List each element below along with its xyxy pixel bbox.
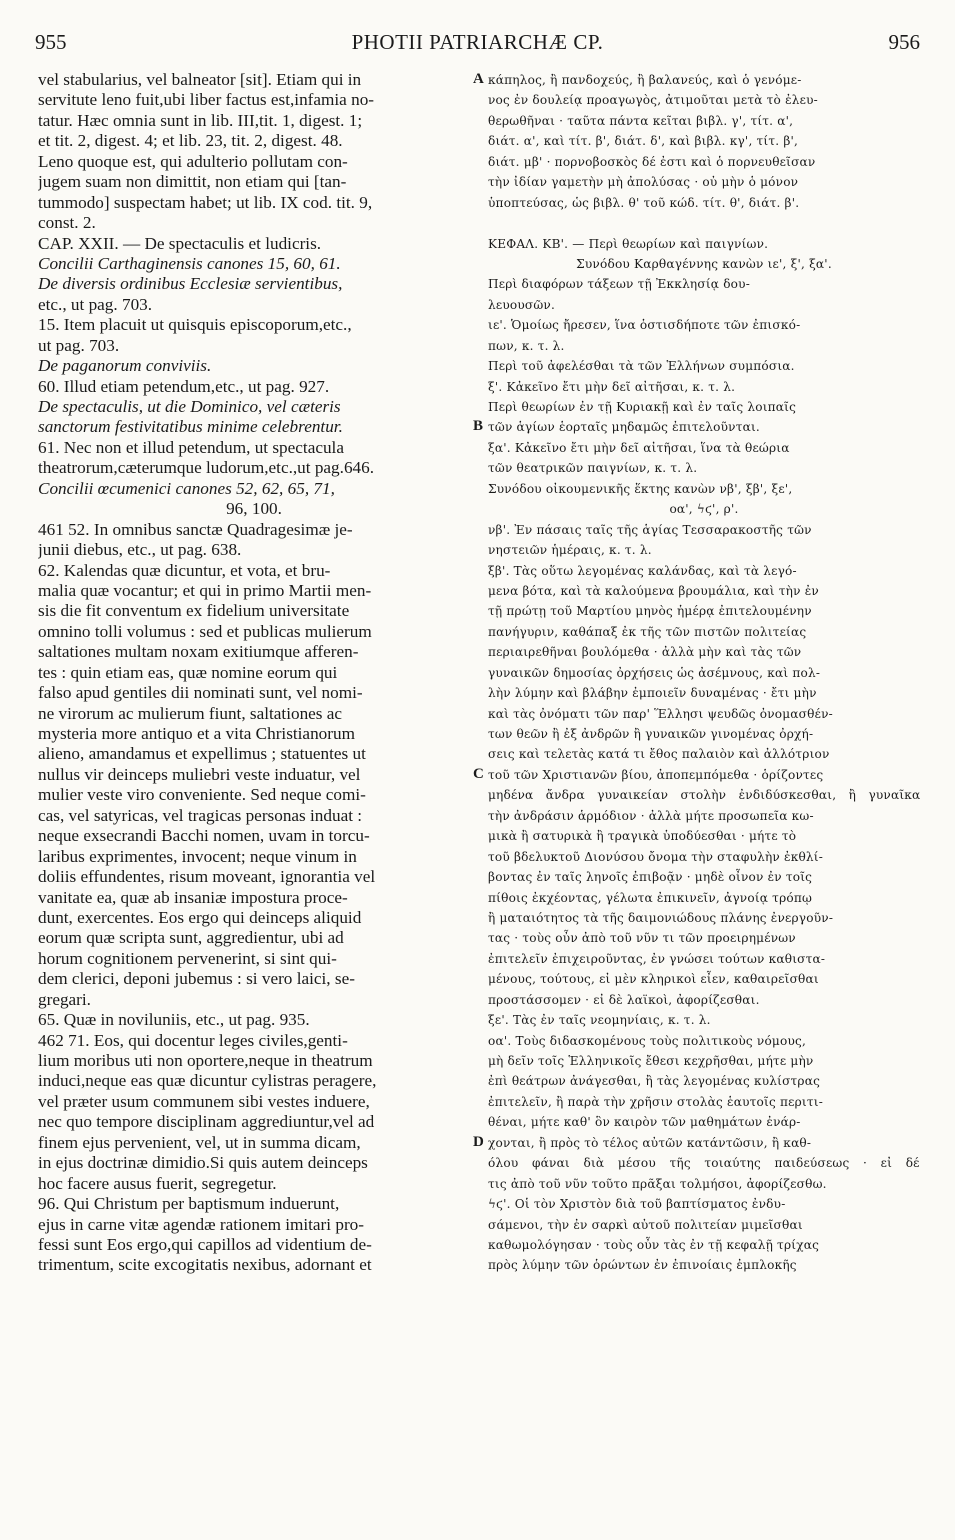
greek-text-line: μένους, τούτους, εἰ μὲν κληρικοὶ εἶεν, καθαιρεῖσθαι bbox=[488, 972, 819, 987]
latin-text-line: hoc facere ausus fuerit, segregetur. bbox=[38, 1173, 277, 1193]
greek-text-line: μὴ δεῖν τοῖς Ἑλληνικοῖς ἔθεσι κεχρῆσθαι, μήτε μὴν bbox=[488, 1054, 814, 1068]
latin-text-line: nullus vir deinceps muliebri veste induatur, vel bbox=[38, 764, 361, 784]
latin-text-line: nec quo tempore disciplinam aggrediuntur,vel ad bbox=[38, 1112, 375, 1132]
greek-text-line: Περὶ θεωρίων ἐν τῇ Κυριακῇ καὶ ἐν ταῖς λοιπαῖς bbox=[488, 400, 797, 414]
greek-text-line: τῶν θεατρικῶν παιγνίων, κ. τ. λ. bbox=[488, 461, 698, 476]
greek-text-line: Περὶ διαφόρων τάξεων τῇ Ἐκκλησίᾳ δου- bbox=[488, 277, 750, 292]
latin-text-line: sanctorum festivitatibus minime celebrentur. bbox=[38, 417, 343, 437]
greek-text-line: ἐπὶ θεάτρων ἀνάγεσθαι, ἢ τὰς λεγομένας κυλίστρας bbox=[488, 1074, 821, 1089]
greek-text-line: των θεῶν ἢ ἐξ ἀνδρῶν ἢ γυναικῶν γινομένας ὀρχή- bbox=[488, 727, 814, 741]
latin-text-line: finem ejus pervenient, vel, ut in summa dicam, bbox=[38, 1132, 361, 1152]
latin-text-line: sis die fit conventum ex fidelium universitate bbox=[38, 601, 350, 621]
latin-text-line: tatur. Hæc omnia sunt in lib. III,tit. 1, digest. 1; bbox=[38, 110, 363, 130]
greek-text-line: ιε'. Ὁμοίως ἤρεσεν, ἵνα ὁστισδήποτε τῶν ἐπισκό- bbox=[488, 318, 801, 333]
latin-text-line: theatrorum,cæterumque ludorum,etc.,ut pag.646. bbox=[38, 458, 375, 478]
page-number-right: 956 bbox=[888, 30, 920, 54]
greek-text-line: πρὸς λύμην τῶν ὁρώντων ἐν ἐπινοίαις ἐμπλοκῆς bbox=[488, 1258, 797, 1273]
greek-text-line: διάτ. α', καὶ τίτ. β', διάτ. δ', καὶ βιβλ. κγ', τίτ. β', bbox=[488, 134, 799, 149]
greek-text-line: Περὶ τοῦ ἀφελέσθαι τὰ τῶν Ἑλλήνων συμπόσια. bbox=[488, 359, 795, 374]
latin-text-line: omnino tolli volumus : sed et publicas mulierum bbox=[38, 621, 372, 641]
latin-text-line: ut pag. 703. bbox=[38, 335, 120, 355]
latin-text-line: etc., ut pag. 703. bbox=[38, 294, 153, 314]
latin-text-line: et tit. 2, digest. 4; et lib. 23, tit. 2, digest. 48. bbox=[38, 131, 343, 151]
latin-text-line: saltationes multam noxam exitiumque afferen- bbox=[38, 642, 359, 662]
greek-text-line: διάτ. μβ' · πορνοβοσκὸς δέ ἐστι καὶ ὁ πορνευθεῖσαν bbox=[488, 154, 816, 169]
latin-text-line: 61. Nec non et illud petendum, ut spectacula bbox=[38, 437, 344, 457]
latin-text-line: lium moribus uti non oportere,neque in theatrum bbox=[38, 1051, 373, 1070]
latin-text-line: eorum quæ scripta sunt, aggredientur, ubi ad bbox=[38, 928, 344, 948]
greek-text-line: οα', ϟϛ', ρ'. bbox=[669, 502, 739, 517]
greek-text-line bbox=[488, 213, 920, 233]
latin-text-line: De diversis ordinibus Ecclesiæ servientibus, bbox=[38, 274, 343, 294]
latin-text-line: servitute leno fuit,ubi liber factus est,infamia no- bbox=[38, 90, 375, 110]
margin-marker-b: B bbox=[473, 418, 484, 434]
greek-text-line: τῶν ἁγίων ἑορταῖς μηδαμῶς ἐπιτελοῦνται. bbox=[488, 420, 760, 435]
greek-text-line: μηδένα ἄνδρα γυναικείαν στολὴν ἐνδιδύσκεσθαι, ἢ γυναῖκα bbox=[488, 788, 920, 803]
latin-text-line: 65. Quæ in noviluniis, etc., ut pag. 935. bbox=[38, 1010, 310, 1030]
page-header bbox=[35, 30, 920, 58]
greek-text-line: σεις καὶ τελετὰς κατά τι ἔθος παλαιὸν καὶ ἀλλότριον bbox=[488, 747, 830, 762]
latin-text-line: Concilii Carthaginensis canones 15, 60, 61. bbox=[38, 253, 341, 273]
greek-text-line: πανήγυριν, καθάπαξ ἐκ τῆς τῶν πιστῶν πολιτείας bbox=[488, 624, 807, 639]
latin-text-line: induci,neque eas quæ dicuntur cylistras peragere, bbox=[38, 1071, 377, 1091]
greek-text-line: ϟϛ'. Οἱ τὸν Χριστὸν διὰ τοῦ βαπτίσματος ἐνδυ- bbox=[488, 1197, 786, 1212]
greek-text-line: καὶ τὰς ὀνόματι τῶν παρ' Ἕλλησι ψευδῶς ὀνομασθέν- bbox=[488, 706, 833, 721]
latin-text-line: neque exsecrandi Bacchi nomen, uvam in torcu- bbox=[38, 826, 370, 846]
greek-text-line: όλου φάναι διὰ μέσου τῆς τοιαύτης παιδεύσεως · εἰ δέ bbox=[488, 1156, 920, 1171]
latin-text-line: vanitate ea, quæ ab insaniæ impostura proce- bbox=[38, 887, 348, 907]
greek-text-line: περιαιρεθῆναι βουλόμεθα · ἀλλὰ μὴν καὶ τὰς τῶν bbox=[488, 645, 802, 660]
page-number-left: 955 bbox=[35, 30, 67, 54]
latin-text-line: ejus in carne vitæ agendæ rationem imitari pro- bbox=[38, 1214, 364, 1234]
latin-text-line: 461 52. In omnibus sanctæ Quadragesimæ je- bbox=[38, 519, 353, 539]
greek-text-line: νος ἐν δουλείᾳ προαγωγὸς, ἀτιμοῦται μετὰ τὸ ἐλευ- bbox=[488, 93, 818, 108]
greek-text-line: τις ἀπὸ τοῦ νῦν τοῦτο πρᾶξαι τολμήσοι, ἀφορίζεσθω. bbox=[488, 1176, 827, 1191]
latin-text-line: dem clerici, deponi jubemus : si vero laici, se- bbox=[38, 969, 355, 989]
greek-text-line: κάπηλος, ἢ πανδοχεύς, ἢ βαλανεύς, καὶ ὁ γενόμε- bbox=[488, 73, 802, 87]
greek-text-line: γυναικῶν δημοσίας ὀρχήσεις ὡς ἀσέμνους, καὶ πολ- bbox=[488, 665, 821, 680]
latin-text-line: De spectaculis, ut die Dominico, vel cæteris bbox=[38, 397, 341, 416]
greek-text-line: προστάσσομεν · εἰ δὲ λαϊκοὶ, ἀφορίζεσθαι. bbox=[488, 992, 760, 1007]
greek-text-line: Συνόδου οἰκουμενικῆς ἕκτης κανὼν νβ', ξβ', ξε', bbox=[488, 481, 793, 496]
greek-text-line: ΚΕΦΑΛ. ΚΒ'. — Περὶ θεωρίων καὶ παιγνίων. bbox=[488, 236, 769, 251]
latin-text-line: falso apud gentiles dii nominati sunt, vel nomi- bbox=[38, 683, 363, 703]
latin-text-line: ne virorum ac mulierum fiunt, saltationes ac bbox=[38, 703, 343, 723]
greek-text-line: ἢ ματαιότητος τὰ τῆς δαιμονιώδους πλάνης ἐνεργοῦν- bbox=[488, 910, 834, 925]
greek-text-line: θερωθῆναι · ταῦτα πάντα κεῖται βιβλ. γ', τίτ. α', bbox=[488, 113, 794, 128]
latin-column bbox=[38, 70, 470, 1276]
latin-text-line: horum cognitionem pervenerint, si sint qui- bbox=[38, 948, 337, 968]
latin-text-line: vel præter usum communem sibi vestes induere, bbox=[38, 1091, 370, 1111]
greek-text-line: ὑποπτεύσας, ὡς βιβλ. θ' τοῦ κώδ. τίτ. θ', διάτ. β'. bbox=[488, 195, 800, 210]
latin-text-line: De paganorum conviviis. bbox=[38, 356, 212, 376]
latin-text-line: 62. Kalendas quæ dicuntur, et vota, et bru- bbox=[38, 560, 331, 580]
greek-text-line: τοῦ βδελυκτοῦ Διονύσου ὄνομα τὴν σταφυλὴν ἐκθλί- bbox=[488, 849, 824, 864]
latin-text-line: laribus exprimentes, invocent; neque vinum in bbox=[38, 846, 357, 866]
greek-text-line: ξβ'. Τὰς οὕτω λεγομένας καλάνδας, καὶ τὰ λεγό- bbox=[488, 563, 797, 578]
latin-text-line: 462 71. Eos, qui docentur leges civiles,genti- bbox=[38, 1030, 348, 1050]
greek-text-line: βοντας ἐν ταῖς ληνοῖς ἐπιβοᾷν · μηδὲ οἶνον ἐν τοῖς bbox=[488, 870, 813, 885]
latin-text-line: 60. Illud etiam petendum,etc., ut pag. 927. bbox=[38, 376, 330, 396]
latin-text-line: mysteria more antiquo et a vita Christianorum bbox=[38, 724, 355, 743]
greek-text-line: ξα'. Κἀκεῖνο ἔτι μὴν δεῖ αἰτῆσαι, ἵνα τὰ θεώρια bbox=[488, 440, 790, 455]
greek-text-line: Συνόδου Καρθαγέννης κανὼν ιε', ξ', ξα'. bbox=[576, 256, 832, 271]
latin-text-line: doliis effundentes, risum moveant, ignorantia vel bbox=[38, 867, 376, 887]
latin-text-line: 15. Item placuit ut quisquis episcoporum,etc., bbox=[38, 315, 352, 335]
latin-text-line: malia quæ vocantur; et qui in primo Martii men- bbox=[38, 580, 372, 600]
latin-text-line: cas, vel satyricas, vel tragicas personas induat : bbox=[38, 805, 363, 825]
greek-text-line: λευουσῶν. bbox=[488, 297, 556, 312]
margin-marker-a: A bbox=[473, 71, 484, 87]
greek-text-line: νβ'. Ἐν πάσαις ταῖς τῆς ἁγίας Τεσσαρακοστῆς τῶν bbox=[488, 522, 812, 537]
latin-text-line: dunt, exercentes. Eos ergo qui deinceps aliquid bbox=[38, 907, 362, 927]
latin-text-line: tes : quin etiam eas, quæ nomine eorum qui bbox=[38, 662, 338, 682]
greek-text-line: τὴν ἀνδράσιν ἁρμόδιον · ἀλλὰ μήτε προσωπεῖα κω- bbox=[488, 808, 814, 823]
latin-text-line: vel stabularius, vel balneator [sit]. Etiam qui in bbox=[38, 70, 362, 89]
latin-text-line: CAP. XXII. — De spectaculis et ludicris. bbox=[38, 233, 322, 253]
latin-text-line: fessi sunt Eos ergo,qui capillos ad videntium de- bbox=[38, 1234, 372, 1254]
greek-text-line: μικὰ ἢ σατυρικὰ ἢ τραγικὰ ὑποδύεσθαι · μήτε τὸ bbox=[488, 829, 797, 844]
latin-text-line: mulier veste viro conveniente. Sed neque comi- bbox=[38, 785, 366, 805]
greek-text-line: μενα βότα, καὶ τὰ καλούμενα βρουμάλια, καὶ τὴν ἐν bbox=[488, 583, 819, 598]
latin-text-line: alieno, amandamus et expellimus ; statuentes ut bbox=[38, 744, 366, 764]
latin-text-line: junii diebus, etc., ut pag. 638. bbox=[38, 540, 242, 560]
greek-text-line: καθωμολόγησαν · τοὺς οὖν τὰς ἐν τῇ κεφαλῇ τρίχας bbox=[488, 1237, 820, 1252]
greek-text-line: ξε'. Τὰς ἐν ταῖς νεομηνίαις, κ. τ. λ. bbox=[488, 1013, 711, 1028]
greek-text-line: ἐπιτελεῖν, ἢ παρὰ τὴν χρῆσιν στολὰς ἑαυτοῖς περιτι- bbox=[488, 1094, 823, 1109]
greek-column bbox=[488, 70, 920, 1276]
greek-text-line: τας · τοὺς οὖν ἀπὸ τοῦ νῦν τι τῶν προειρημένων bbox=[488, 931, 796, 946]
margin-marker-d: D bbox=[473, 1134, 484, 1150]
latin-text-line: trimentum, scite excogitatis nexibus, adornant et bbox=[38, 1255, 372, 1275]
latin-text-line: Leno quoque est, qui adulterio pollutam con- bbox=[38, 151, 348, 171]
running-title: PHOTII PATRIARCHÆ CP. bbox=[351, 30, 604, 54]
margin-marker-c: C bbox=[473, 766, 484, 782]
latin-text-line: gregari. bbox=[38, 989, 91, 1009]
latin-text-line: Concilii œcumenici canones 52, 62, 65, 71, bbox=[38, 478, 335, 498]
latin-text-line: in ejus doctrinæ dimidio.Si quis autem deinceps bbox=[38, 1153, 368, 1173]
greek-text-line: πίθοις ἐκχέοντας, γέλωτα ἐπικινεῖν, ἀγνοίᾳ τρόπῳ bbox=[488, 890, 813, 905]
latin-text-line: 96. Qui Christum per baptismum induerunt, bbox=[38, 1194, 340, 1214]
greek-text-line: ξ'. Κἀκεῖνο ἔτι μὴν δεῖ αἰτῆσαι, κ. τ. λ. bbox=[488, 379, 736, 394]
greek-text-line: ἐπιτελεῖν ἐπιχειροῦντας, ἐν γνώσει τούτων καθιστα- bbox=[488, 951, 826, 966]
greek-text-line: πων, κ. τ. λ. bbox=[488, 338, 565, 353]
latin-text-line: 96, 100. bbox=[226, 499, 282, 519]
greek-text-line: λὴν λύμην καὶ βλάβην ἐμποιεῖν δυναμένας · ἔτι μὴν bbox=[488, 686, 817, 701]
greek-text-line: τοῦ τῶν Χριστιανῶν βίου, ἀποπεμπόμεθα · ὁρίζοντες bbox=[488, 767, 824, 782]
latin-text-line: jugem suam non dimittit, non etiam qui [tan- bbox=[38, 172, 347, 192]
latin-text-line: tummodo] suspectam habet; ut lib. IX cod. tit. 9, bbox=[38, 192, 373, 212]
greek-text-line: οα'. Τοὺς διδασκομένους τοὺς πολιτικοὺς νόμους, bbox=[488, 1033, 807, 1048]
greek-text-line: νηστειῶν ἡμέραις, κ. τ. λ. bbox=[488, 543, 652, 558]
greek-text-line: θέναι, μήτε καθ' ὃν καιρὸν τῶν μαθημάτων ἐνάρ- bbox=[488, 1115, 801, 1130]
greek-text-line: χονται, ἢ πρὸς τὸ τέλος αὐτῶν κατάντῶσιν, ἢ καθ- bbox=[488, 1135, 812, 1150]
greek-text-line: τὴν ἰδίαν γαμετὴν μὴ ἀπολύσας · οὐ μὴν ὁ μόνον bbox=[488, 175, 799, 190]
greek-text-line: σάμενοι, τὴν ἐν σαρκὶ αὐτοῦ πολιτείαν μιμεῖσθαι bbox=[488, 1217, 803, 1232]
greek-text-line: τῇ πρώτῃ τοῦ Μαρτίου μηνὸς ἡμέρᾳ ἐπιτελουμένην bbox=[488, 604, 812, 619]
latin-text-line: const. 2. bbox=[38, 213, 96, 233]
